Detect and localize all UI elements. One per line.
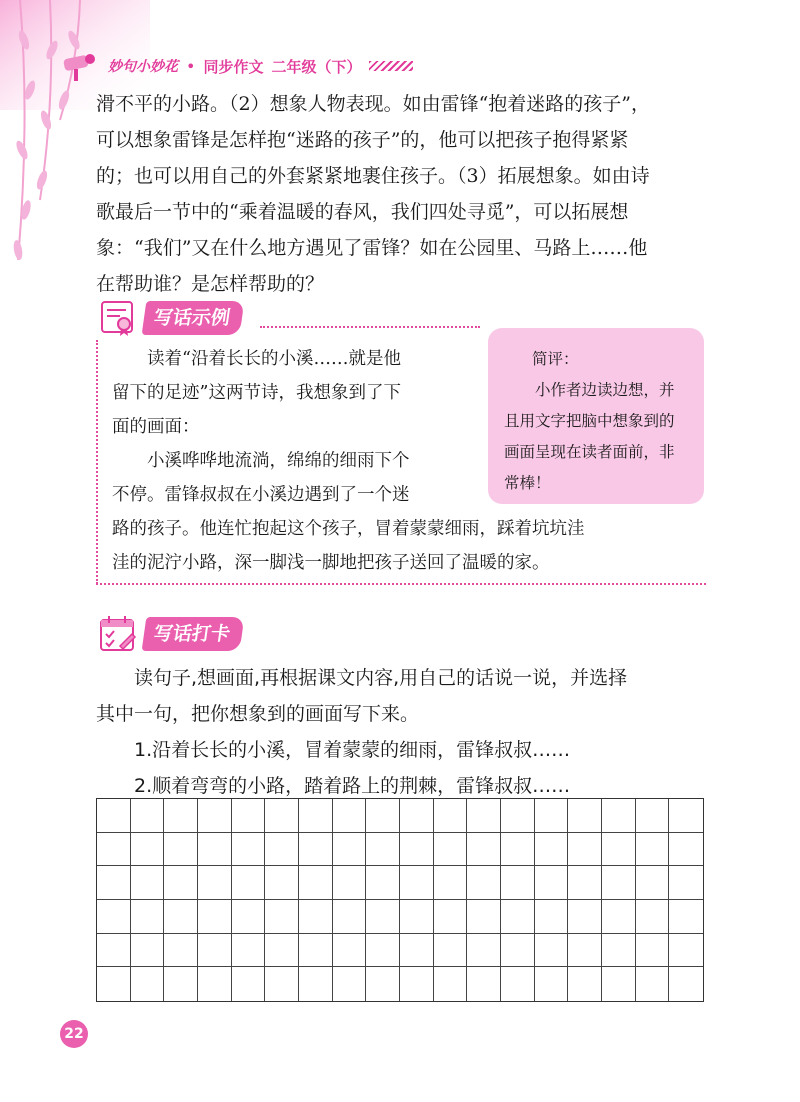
- grid-cell[interactable]: [602, 866, 636, 900]
- grid-cell[interactable]: [400, 799, 434, 833]
- grid-cell[interactable]: [265, 833, 299, 867]
- grid-cell[interactable]: [97, 900, 131, 934]
- grid-cell[interactable]: [535, 967, 569, 1001]
- grid-cell[interactable]: [636, 934, 670, 968]
- example-left-border: [96, 340, 98, 584]
- grid-cell[interactable]: [501, 934, 535, 968]
- grid-cell[interactable]: [669, 934, 703, 968]
- grid-cell[interactable]: [434, 967, 468, 1001]
- example-top-border: [260, 326, 480, 328]
- grid-cell[interactable]: [131, 799, 165, 833]
- grid-cell[interactable]: [467, 799, 501, 833]
- grid-cell[interactable]: [198, 833, 232, 867]
- grid-cell[interactable]: [669, 900, 703, 934]
- intro-paragraph: [96, 86, 712, 302]
- example-line: 路的孩子。他连忙抱起这个孩子，冒着蒙蒙细雨，踩着坑坑洼: [112, 519, 585, 539]
- grid-cell[interactable]: [131, 967, 165, 1001]
- grid-cell[interactable]: [97, 866, 131, 900]
- grid-cell[interactable]: [535, 799, 569, 833]
- grid-cell[interactable]: [97, 934, 131, 968]
- grid-cell[interactable]: [198, 967, 232, 1001]
- grid-cell[interactable]: [333, 934, 367, 968]
- grid-cell[interactable]: [434, 866, 468, 900]
- page-number: 22: [60, 1020, 88, 1048]
- grid-cell[interactable]: [636, 799, 670, 833]
- grid-cell[interactable]: [434, 799, 468, 833]
- grid-cell[interactable]: [636, 967, 670, 1001]
- intro-line: 可以想象雷锋是怎样抱“迷路的孩子”的，他可以把孩子抱得紧紧: [96, 129, 629, 151]
- grid-cell[interactable]: [400, 934, 434, 968]
- grid-cell[interactable]: [198, 799, 232, 833]
- grid-cell[interactable]: [333, 799, 367, 833]
- grid-cell[interactable]: [501, 866, 535, 900]
- practice-line: 其中一句，把你想象到的画面写下来。: [96, 703, 420, 725]
- writing-grid[interactable]: [96, 798, 704, 1002]
- grid-cell[interactable]: [265, 900, 299, 934]
- grid-cell[interactable]: [97, 799, 131, 833]
- grid-cell[interactable]: [501, 967, 535, 1001]
- grid-cell[interactable]: [568, 967, 602, 1001]
- grid-cell[interactable]: [434, 900, 468, 934]
- comment-line: 画面呈现在读者面前，非: [504, 443, 675, 461]
- example-text-narrow: [112, 342, 482, 512]
- series-title: 同步作文: [203, 57, 264, 76]
- comment-line: 小作者边读边想，并: [504, 381, 675, 399]
- grid-cell[interactable]: [434, 934, 468, 968]
- grid-cell[interactable]: [400, 967, 434, 1001]
- grid-cell[interactable]: [636, 833, 670, 867]
- grid-cell[interactable]: [501, 799, 535, 833]
- grid-cell[interactable]: [232, 967, 266, 1001]
- grid-cell[interactable]: [232, 866, 266, 900]
- grid-cell[interactable]: [467, 900, 501, 934]
- grid-cell[interactable]: [232, 934, 266, 968]
- comment-line: 常棒！: [504, 474, 551, 492]
- example-section-header: [96, 296, 242, 340]
- practice-line: 读句子,想画面,再根据课文内容,用自己的话说一说，并选择: [96, 667, 628, 689]
- calendar-check-icon: [96, 612, 140, 656]
- grid-cell[interactable]: [299, 799, 333, 833]
- grid-cell[interactable]: [366, 799, 400, 833]
- grid-cell[interactable]: [265, 934, 299, 968]
- grid-cell[interactable]: [164, 934, 198, 968]
- header-separator: •: [186, 56, 196, 76]
- grid-cell[interactable]: [568, 900, 602, 934]
- grid-cell[interactable]: [467, 967, 501, 1001]
- grid-cell[interactable]: [164, 833, 198, 867]
- grid-cell[interactable]: [164, 900, 198, 934]
- grid-cell[interactable]: [366, 866, 400, 900]
- example-section-title: 写话示例: [142, 301, 245, 335]
- page-header: [60, 46, 480, 86]
- practice-section-header: [96, 612, 242, 656]
- grid-cell[interactable]: [400, 866, 434, 900]
- grid-cell[interactable]: [568, 833, 602, 867]
- grid-cell[interactable]: [97, 967, 131, 1001]
- comment-box: [488, 328, 704, 504]
- grid-cell[interactable]: [299, 967, 333, 1001]
- grid-cell[interactable]: [400, 900, 434, 934]
- grid-cell[interactable]: [568, 799, 602, 833]
- grid-cell[interactable]: [198, 900, 232, 934]
- grid-cell[interactable]: [366, 833, 400, 867]
- intro-line: 歌最后一节中的“乘着温暖的春风，我们四处寻觅”，可以拓展想: [96, 201, 629, 223]
- grid-cell[interactable]: [535, 934, 569, 968]
- grid-cell[interactable]: [467, 934, 501, 968]
- grid-cell[interactable]: [535, 833, 569, 867]
- grid-cell[interactable]: [636, 900, 670, 934]
- example-line: 小溪哗哗地流淌，绵绵的细雨下个: [112, 451, 410, 471]
- grid-cell[interactable]: [131, 833, 165, 867]
- grid-cell[interactable]: [602, 967, 636, 1001]
- grid-cell[interactable]: [467, 866, 501, 900]
- example-bottom-border: [96, 583, 706, 585]
- grid-cell[interactable]: [602, 900, 636, 934]
- brand-name: 妙句小妙花: [108, 59, 178, 75]
- grid-cell[interactable]: [602, 799, 636, 833]
- grid-cell[interactable]: [164, 799, 198, 833]
- grid-cell[interactable]: [131, 934, 165, 968]
- grid-cell[interactable]: [366, 934, 400, 968]
- grid-cell[interactable]: [366, 967, 400, 1001]
- example-line: 留下的足迹”这两节诗，我想象到了下: [112, 383, 401, 403]
- example-line: 洼的泥泞小路，深一脚浅一脚地把孩子送回了温暖的家。: [112, 553, 550, 573]
- grid-cell[interactable]: [636, 866, 670, 900]
- grid-cell[interactable]: [669, 967, 703, 1001]
- grid-cell[interactable]: [333, 833, 367, 867]
- intro-line: 滑不平的小路。（2）想象人物表现。如由雷锋“抱着迷路的孩子”，: [96, 93, 651, 115]
- grid-cell[interactable]: [669, 866, 703, 900]
- grid-cell[interactable]: [602, 934, 636, 968]
- grid-cell[interactable]: [299, 934, 333, 968]
- comment-line: 且用文字把脑中想象到的: [504, 412, 675, 430]
- intro-line: 的；也可以用自己的外套紧紧地裹住孩子。（3）拓展想象。如由诗: [96, 165, 650, 187]
- grid-cell[interactable]: [535, 866, 569, 900]
- example-text-wide: [112, 512, 712, 580]
- telescope-icon: [60, 49, 100, 83]
- practice-line: 2.顺着弯弯的小路，踏着路上的荆棘，雷锋叔叔……: [96, 775, 571, 797]
- grid-cell[interactable]: [131, 866, 165, 900]
- grid-cell[interactable]: [602, 833, 636, 867]
- intro-line: 象：“我们”又在什么地方遇见了雷锋？如在公园里、马路上……他: [96, 237, 648, 259]
- grid-cell[interactable]: [501, 900, 535, 934]
- grid-cell[interactable]: [265, 866, 299, 900]
- grid-cell[interactable]: [232, 900, 266, 934]
- grid-cell[interactable]: [299, 900, 333, 934]
- practice-text: [96, 660, 712, 804]
- practice-section-title: 写话打卡: [142, 617, 245, 651]
- grid-cell[interactable]: [232, 799, 266, 833]
- grid-cell[interactable]: [568, 866, 602, 900]
- grid-cell[interactable]: [568, 934, 602, 968]
- grid-cell[interactable]: [669, 833, 703, 867]
- grid-cell[interactable]: [333, 900, 367, 934]
- grid-cell[interactable]: [131, 900, 165, 934]
- grid-cell[interactable]: [669, 799, 703, 833]
- grade-label: 二年级（下）: [271, 57, 362, 76]
- header-stripes: [369, 61, 413, 71]
- grid-cell[interactable]: [467, 833, 501, 867]
- grid-cell[interactable]: [198, 866, 232, 900]
- grid-cell[interactable]: [164, 866, 198, 900]
- intro-line: 在帮助谁？是怎样帮助的？: [96, 273, 325, 295]
- grid-cell[interactable]: [366, 900, 400, 934]
- grid-cell[interactable]: [265, 799, 299, 833]
- grid-cell[interactable]: [299, 833, 333, 867]
- grid-cell[interactable]: [198, 934, 232, 968]
- example-line: 不停。雷锋叔叔在小溪边遇到了一个迷: [112, 485, 410, 505]
- practice-line: 1.沿着长长的小溪，冒着蒙蒙的细雨，雷锋叔叔……: [96, 739, 571, 761]
- grid-cell[interactable]: [232, 833, 266, 867]
- grid-cell[interactable]: [535, 900, 569, 934]
- example-line: 读着“沿着长长的小溪……就是他: [112, 349, 401, 369]
- grid-cell[interactable]: [434, 833, 468, 867]
- comment-title: 简评：: [532, 350, 579, 368]
- grid-cell[interactable]: [501, 833, 535, 867]
- grid-cell[interactable]: [333, 967, 367, 1001]
- grid-cell[interactable]: [333, 866, 367, 900]
- grid-cell[interactable]: [164, 967, 198, 1001]
- grid-cell[interactable]: [97, 833, 131, 867]
- grid-cell[interactable]: [400, 833, 434, 867]
- grid-cell[interactable]: [299, 866, 333, 900]
- grid-cell[interactable]: [265, 967, 299, 1001]
- certificate-scroll-icon: [96, 296, 140, 340]
- example-line: 面的画面：: [112, 417, 200, 437]
